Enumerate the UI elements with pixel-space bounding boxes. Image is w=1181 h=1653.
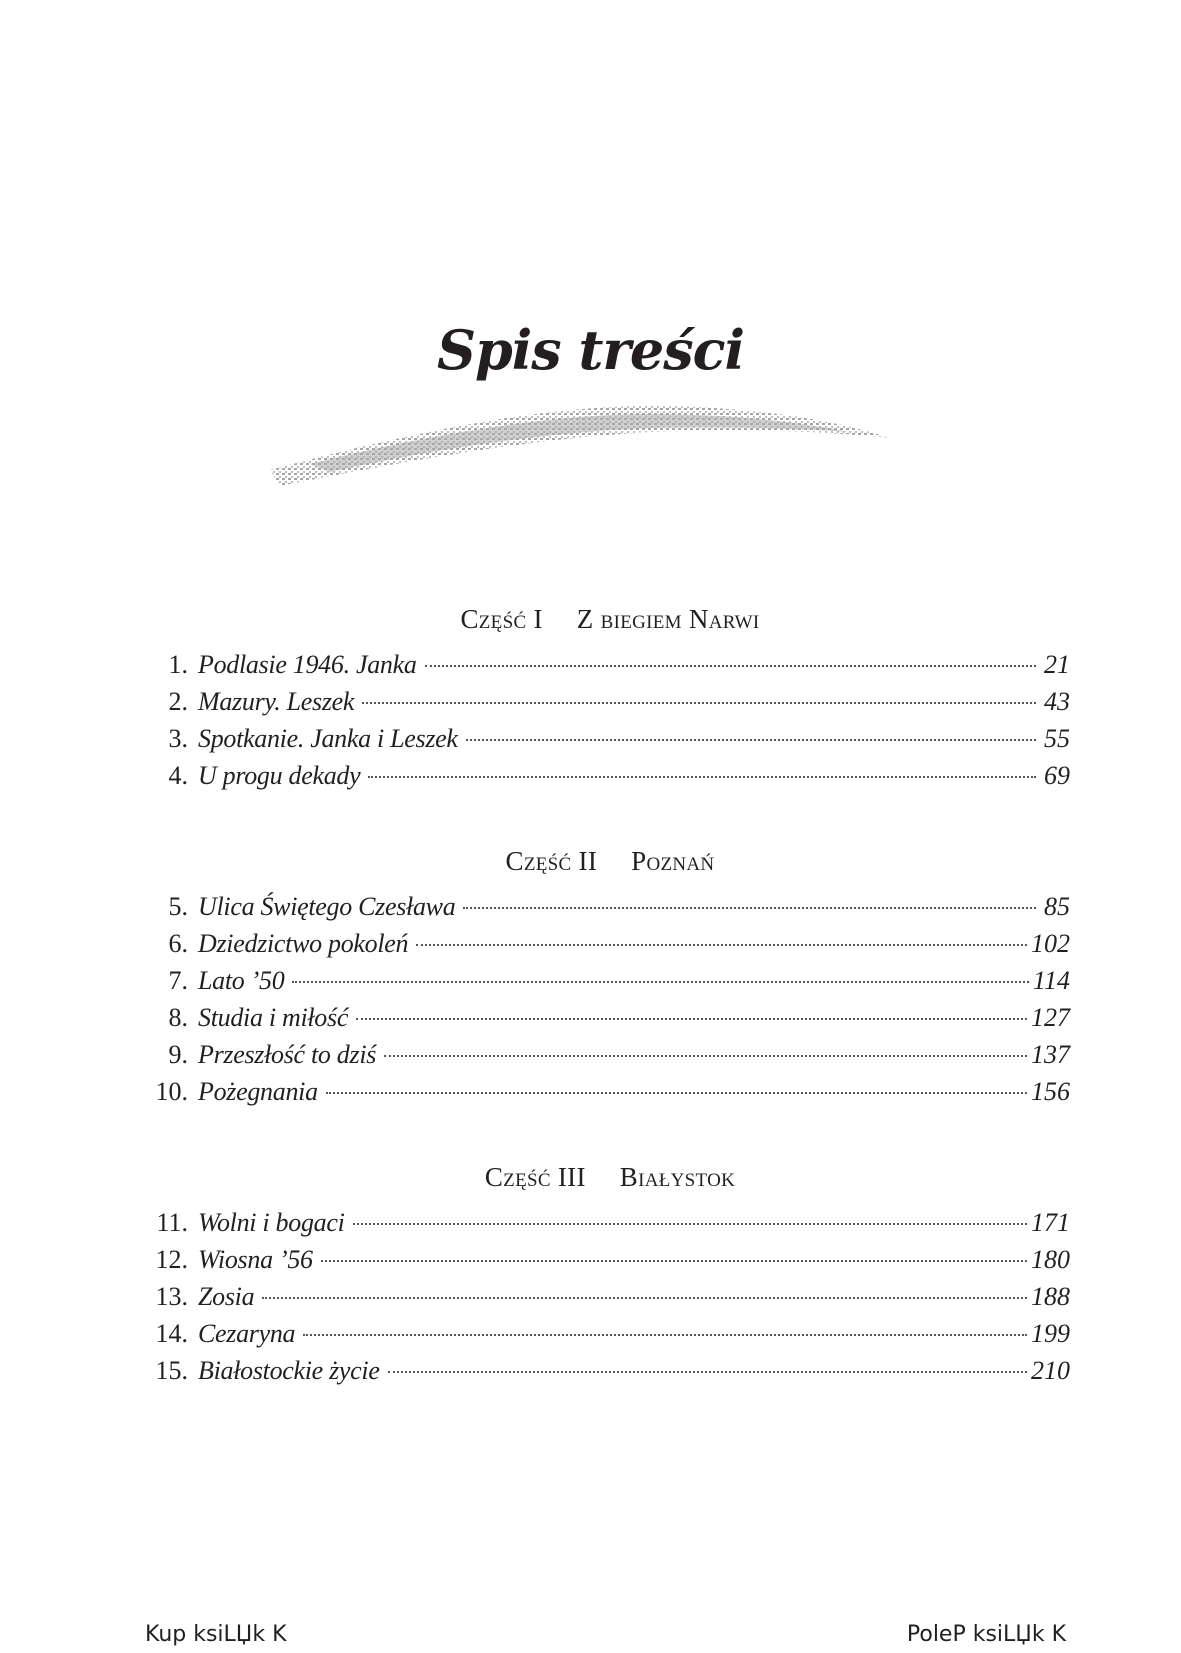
entry-number: 3. [168,724,188,753]
entry-title: Studia i miłość [198,1003,349,1032]
entry-page: 210 [1031,1356,1070,1385]
entry-title: Białostockie życie [198,1356,380,1385]
dot-leader [388,1371,1027,1373]
entry-page: 127 [1031,1003,1070,1032]
toc-entry[interactable] [150,759,1070,793]
dot-leader [262,1297,1027,1299]
entry-number: 7. [168,966,188,995]
entry-page: 114 [1032,966,1070,995]
entry-number: 6. [168,929,188,958]
dot-leader [425,665,1036,667]
entry-number: 8. [168,1003,188,1032]
toc-entry[interactable] [150,1075,1070,1109]
entry-title: Podlasie 1946. Janka [198,650,417,679]
part-label: Część I [460,604,543,634]
entry-number: 13. [155,1282,188,1311]
entry-title: Przeszłość to dziś [198,1040,377,1069]
toc-entry[interactable] [150,890,1070,924]
toc-entry[interactable] [150,964,1070,998]
toc-entry[interactable] [150,1354,1070,1388]
entry-page: 156 [1031,1077,1070,1106]
entry-number: 4. [168,761,188,790]
entry-page: 43 [1044,687,1070,716]
entry-number: 12. [155,1245,188,1274]
footer-recommend-link[interactable]: PoleP ksiLЏk K [906,1622,1066,1647]
toc-entry[interactable] [150,685,1070,719]
toc-entry[interactable] [150,1280,1070,1314]
part-label: Część II [505,846,598,876]
part-heading [150,604,1070,635]
entry-title: Pożegnania [198,1077,318,1106]
entry-number: 2. [168,687,188,716]
part-name: Białystok [619,1162,736,1192]
dot-leader [326,1092,1027,1094]
entry-page: 102 [1031,929,1070,958]
entry-title: Dziedzictwo pokoleń [198,929,409,958]
toc-entry[interactable] [150,1317,1070,1351]
entry-page: 171 [1031,1208,1070,1237]
dot-leader [362,702,1036,704]
entry-number: 15. [155,1356,188,1385]
entry-page: 85 [1044,892,1070,921]
entry-number: 9. [168,1040,188,1069]
dot-leader [384,1055,1027,1057]
toc-entry[interactable] [150,1001,1070,1035]
part-heading [150,1162,1070,1193]
entry-title: Cezaryna [198,1319,296,1348]
dot-leader [466,739,1036,741]
entry-number: 5. [168,892,188,921]
entry-page: 69 [1044,761,1070,790]
entry-page: 55 [1044,724,1070,753]
entry-number: 11. [156,1208,188,1237]
part-label: Część III [484,1162,586,1192]
dot-leader [463,907,1036,909]
toc-entry[interactable] [150,1206,1070,1240]
entry-title: Wiosna ’56 [198,1245,313,1274]
dot-leader [368,776,1036,778]
toc-entry[interactable] [150,722,1070,756]
entry-title: Zosia [198,1282,255,1311]
entry-page: 188 [1031,1282,1070,1311]
footer-buy-link[interactable]: Kup ksiLЏk K [145,1622,287,1647]
dot-leader [416,944,1027,946]
entry-number: 14. [155,1319,188,1348]
entry-title: Ulica Świętego Czesława [198,892,456,921]
entry-title: U progu dekady [198,761,361,790]
dot-leader [353,1223,1027,1225]
decorative-brush-stroke [270,398,950,518]
entry-title: Lato ’50 [198,966,285,995]
part-name: Z biegiem Narwi [576,604,760,634]
toc-entry[interactable] [150,1243,1070,1277]
part-name: Poznań [631,846,715,876]
dot-leader [303,1334,1027,1336]
dot-leader [321,1260,1027,1262]
entry-page: 137 [1031,1040,1070,1069]
entry-page: 180 [1031,1245,1070,1274]
entry-title: Spotkanie. Janka i Leszek [198,724,458,753]
toc-entry[interactable] [150,648,1070,682]
entry-page: 21 [1044,650,1070,679]
entry-number: 10. [155,1077,188,1106]
dot-leader [292,981,1028,983]
part-heading [150,846,1070,877]
toc-entry[interactable] [150,927,1070,961]
entry-title: Wolni i bogaci [198,1208,345,1237]
dot-leader [356,1018,1027,1020]
entry-number: 1. [168,650,188,679]
page-title: Spis treści [436,318,744,382]
entry-title: Mazury. Leszek [198,687,355,716]
toc-entry[interactable] [150,1038,1070,1072]
entry-page: 199 [1031,1319,1070,1348]
